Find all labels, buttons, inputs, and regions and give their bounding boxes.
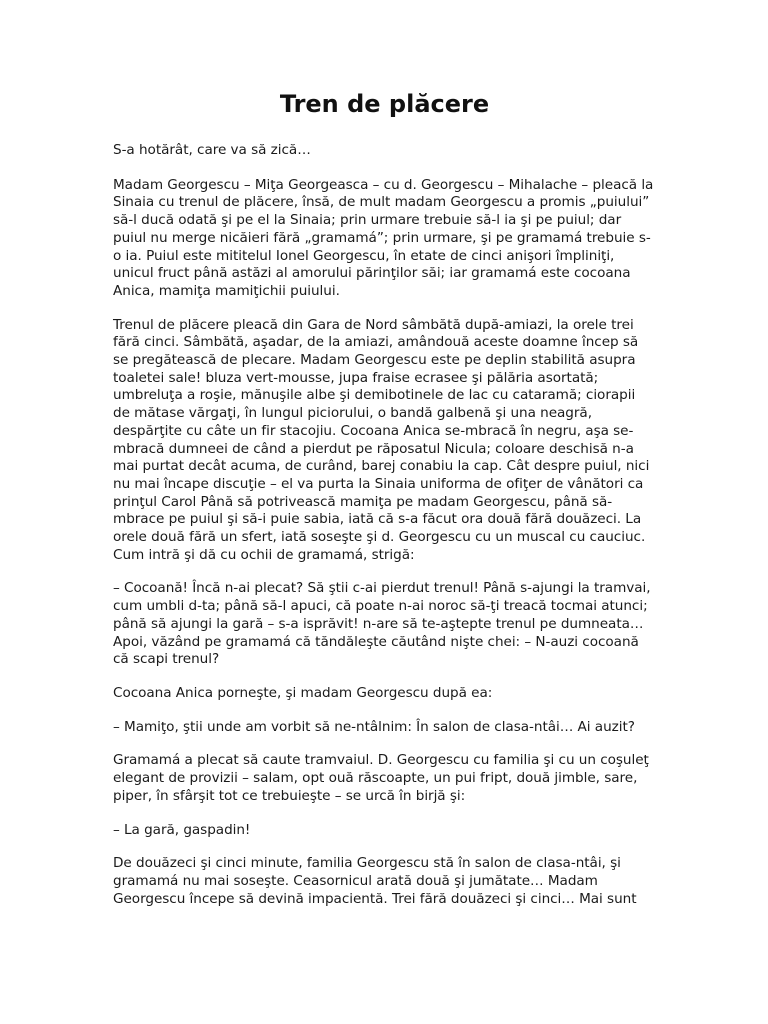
paragraph-2: Madam Georgescu – Miţa Georgeasca – cu d. Georgescu – Mihalache – pleacă la Sinaia cu trenul de plăcere, însă, de mult madam Georgescu a promis „puiului” să-l ducă odată şi pe el la Sinaia; prin urmare trebuie să-l ia şi pe puiul; dar puiul nu merge nicăieri fără „gramamá”; prin urmare, şi pe gramamá trebuie s-o ia. Puiul este mititelul Ionel Georgescu, în etate de cinci anişori împliniţi, unicul fruct până astăzi al amorului părinţilor săi; iar gramamá este cocoana Anica, mamiţa mamiţichii puiului. — [113, 176, 654, 299]
document-title: Tren de plăcere — [279, 90, 490, 118]
paragraph-1: S-a hotărât, care va să zică… — [113, 142, 311, 158]
paragraph-7: Gramamá a plecat să caute tramvaiul. D. Georgescu cu familia şi cu un coşuleţ elegant de provizii – salam, opt ouă răscoapte, un pui fript, două jimble, sare, piper, în sfârşit tot ce trebuieşte – se urcă în birjă şi: — [113, 752, 649, 804]
document-page — [113, 86, 656, 924]
paragraph-5: Cocoana Anica porneşte, şi madam Georgescu după ea: — [113, 684, 493, 701]
paragraph-3: Trenul de plăcere pleacă din Gara de Nord sâmbătă după-amiazi, la orele trei fără cinci. Sâmbătă, aşadar, de la amiazi, amândouă aceste doamne încep să se pregătească de plecare. Madam Georgescu este pe deplin stabilită asupra toaletei sale! bluza vert-mousse, jupa fraise ecrasee şi pălăria asortată; umbreluţa a roşie, mănuşile albe şi demibotinele de lac cu cataramă; ciorapii de mătase vărgaţi, în lungul piciorului, o bandă galbenă şi una neagră, despărţite cu câte un fir stacojiu. Cocoana Anica se-mbracă în negru, aşa se-mbracă dumneei de când a pierdut pe răposatul Nicula; coloare deschisă n-a mai purtat decât acuma, de curând, barej conabiu la cap. Cât despre puiul, nici nu mai încape discuţie – el va purta la Sinaia uniforma de ofiţer de vânători ca prinţul Carol Până să potrivească mamiţa pe madam Georgescu, până să-mbrace pe puiul şi să-i puie sabia, iată că s-a făcut ora două fără douăzeci. La orele două fără un sfert, iată soseşte şi d. Georgescu cu un muscal cu cauciuc. Cum intră şi dă cu ochii de gramamá, strigă: — [113, 316, 650, 563]
paragraph-8: – La gară, gaspadin! — [113, 821, 251, 838]
paragraph-9: De douăzeci şi cinci minute, familia Georgescu stă în salon de clasa-ntâi, şi gramamá nu mai soseşte. Ceasornicul arată două şi jumătate… Madam Georgescu începe să devină impacientă. Trei fără douăzeci şi cinci… Mai sunt — [113, 855, 637, 907]
paragraph-4: – Cocoană! Încă n-ai plecat? Să ştii c-ai pierdut trenul! Până s-ajungi la tramvai, cum umbli d-ta; până să-l apuci, că poate n-ai noroc să-ţi treacă tocmai atunci; până să ajungi la gară – s-a isprăvit! n-are să te-aştepte trenul pe dumneata… Apoi, văzând pe gramamá că tăndăleşte căutând nişte chei: – N-auzi cocoană că scapi trenul? — [113, 580, 651, 668]
paragraph-6: – Mamiţo, ştii unde am vorbit să ne-ntâlnim: În salon de clasa-ntâi… Ai auzit? — [113, 718, 635, 735]
